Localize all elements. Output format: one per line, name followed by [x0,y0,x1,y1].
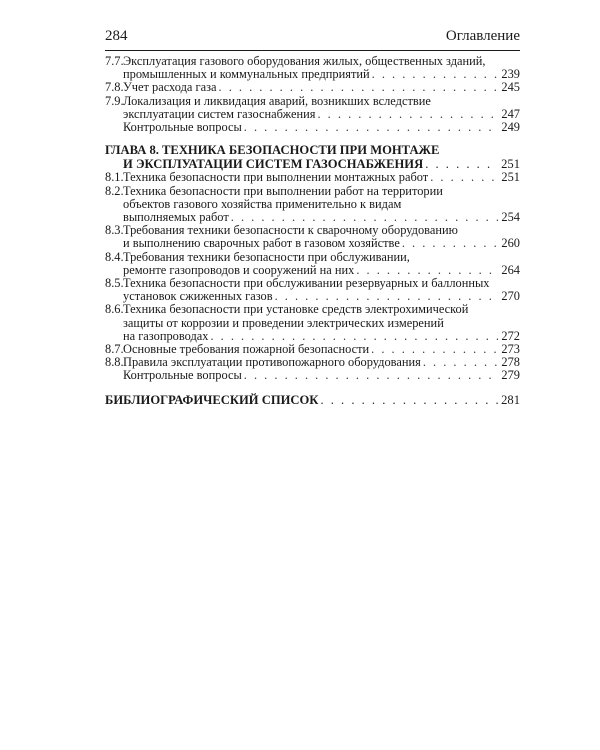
toc-entry[interactable] [105,55,520,81]
bibliography-page: 281 [501,392,520,407]
entry-number: 8.6. [105,303,124,317]
toc-entry[interactable] [105,95,520,121]
leader-dots [242,121,498,134]
entry-text-line: Техника безопасности при установке средств электрохимической [123,303,469,317]
header-rule [105,50,520,51]
entry-number: 8.3. [105,224,124,238]
entry-number: 8.2. [105,184,124,198]
entry-page: 278 [501,355,520,370]
chapter-page: 251 [501,156,520,171]
entry-page: 270 [501,289,520,304]
entry-number: 8.7. [105,341,124,356]
entry-text-line: и выполнению сварочных работ в газовом хозяйстве [123,236,400,251]
page-header [105,28,520,50]
section-8-list [105,171,520,369]
entry-text-line: промышленных и коммунальных предприятий [123,67,370,82]
leader-dots [318,393,498,408]
chapter-title-line1: ГЛАВА 8. ТЕХНИКА БЕЗОПАСНОСТИ ПРИ МОНТАЖЕ [105,143,440,158]
entry-number: 7.7. [105,55,124,68]
entry-number: 8.5. [105,276,124,290]
page-number: 284 [105,28,128,44]
entry-text-line: Техника безопасности при обслуживании резервуарных и баллонных [123,276,490,290]
toc-entry[interactable] [105,171,520,184]
entry-text-line: Основные требования пожарной безопасности [123,341,370,356]
leader-dots [354,264,498,277]
entry-text-line: ремонте газопроводов и сооружений на них [123,262,355,277]
table-of-contents [105,55,520,408]
entry-number: 7.9. [105,94,124,108]
leader-dots [423,158,498,172]
entry-page: 251 [501,170,520,185]
leader-dots [229,211,498,224]
entry-text: Контрольные вопросы [123,119,242,134]
entry-text-line: Локализация и ликвидация аварий, возникших вследствие [123,94,431,108]
entry-text-line: Требования техники безопасности к сварочному оборудованию [123,224,458,238]
entry-page: 273 [501,341,520,356]
entry-number: 8.1. [105,170,124,185]
leader-dots [400,237,498,250]
entry-text-line: Эксплуатация газового оборудования жилых, общественных зданий, [123,55,486,68]
toc-entry[interactable] [105,81,520,94]
entry-text: Контрольные вопросы [123,368,242,383]
entry-text-line: защиты от коррозии и проведении электрических измерений [123,316,444,330]
leader-dots [421,356,498,369]
entry-text-line: Правила эксплуатации противопожарного оборудования [123,355,421,370]
leader-dots [217,81,499,94]
entry-page: 279 [501,368,520,383]
toc-entry[interactable] [105,251,520,277]
bibliography-title: БИБЛИОГРАФИЧЕСКИЙ СПИСОК [105,392,319,407]
entry-text-line: Техника безопасности при выполнении работ на территории [123,184,443,198]
entry-text-line: Учет расхода газа [123,80,217,95]
entry-text-line: эксплуатации систем газоснабжения [123,106,316,121]
entry-page: 247 [501,106,520,121]
leader-dots [242,369,498,382]
toc-entry[interactable] [105,185,520,225]
entry-text-line: на газопроводах [123,328,209,343]
chapter-title-line2: И ЭКСПЛУАТАЦИИ СИСТЕМ ГАЗОСНАБЖЕНИЯ [123,156,424,171]
toc-entry-control-questions-8[interactable] [105,369,520,382]
entry-page: 264 [501,262,520,277]
entry-page: 260 [501,236,520,251]
entry-number: 8.4. [105,250,124,264]
toc-entry[interactable] [105,303,520,343]
entry-page: 249 [501,119,520,134]
entry-page: 272 [501,328,520,343]
leader-dots [273,290,498,303]
leader-dots [428,171,498,184]
toc-entry-bibliography[interactable] [105,393,520,408]
leader-dots [370,68,498,81]
entry-number: 7.8. [105,80,124,95]
entry-text-line: установок сжиженных газов [123,289,273,304]
leader-dots [315,108,498,121]
toc-entry-control-questions-7[interactable] [105,121,520,134]
entry-text-line: Требования техники безопасности при обслуживании, [123,250,410,264]
toc-entry[interactable] [105,277,520,303]
entry-page: 254 [501,209,520,224]
entry-page: 239 [501,67,520,82]
entry-text-line: выполняемых работ [123,209,229,224]
chapter-8-heading[interactable] [105,144,520,171]
entry-text-line: объектов газового хозяйства применительно к видам [123,197,402,211]
running-title: Оглавление [445,28,520,44]
entry-page: 245 [501,80,520,95]
section-7-list [105,55,520,121]
entry-text-line: Техника безопасности при выполнении монтажных работ [123,170,429,185]
toc-entry[interactable] [105,224,520,250]
entry-number: 8.8. [105,355,124,370]
